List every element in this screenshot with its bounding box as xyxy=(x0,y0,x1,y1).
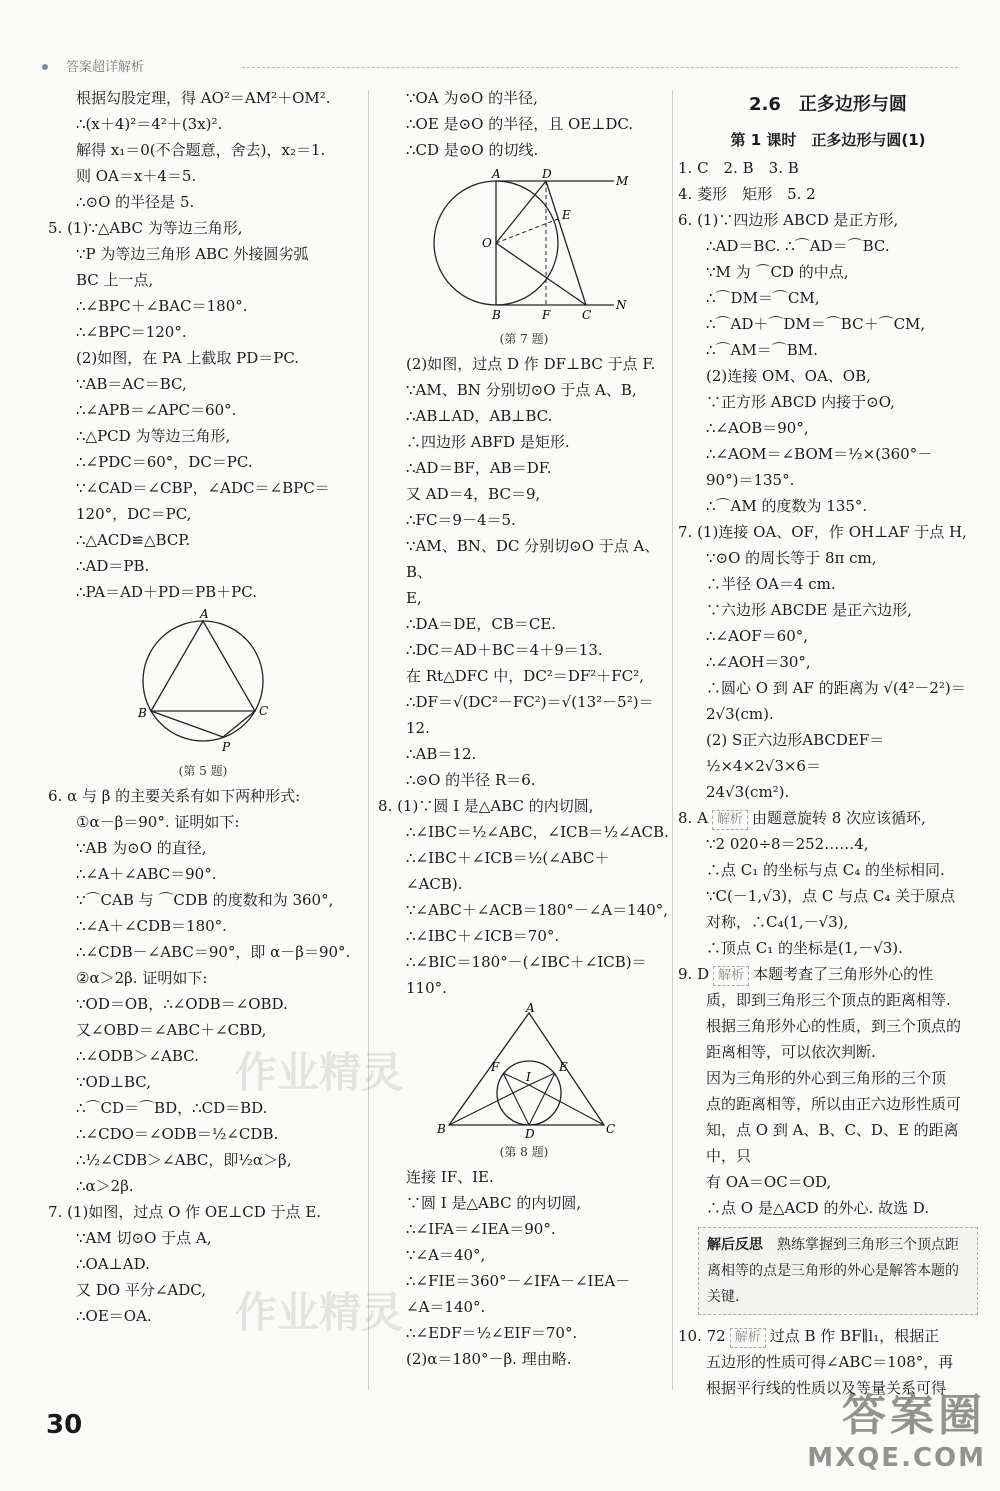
text-line: (2)α＝180°－β. 理由略. xyxy=(406,1350,572,1368)
text-line: 8. (1)∵圆 I 是△ABC 的内切圆, xyxy=(378,797,594,815)
text-line: 在 Rt△DFC 中，DC²＝DF²＋FC², xyxy=(406,667,644,685)
text-line: ∠ACB). xyxy=(406,875,463,893)
text-line: ∴DF＝√(DC²－FC²)＝√(13²－5²)＝12. xyxy=(406,693,654,737)
text-line: ∵∠ABC＋∠ACB＝180°－∠A＝140°, xyxy=(406,901,669,919)
text-line: E, xyxy=(406,589,422,607)
page-header xyxy=(42,56,958,78)
fig7-label-c: C xyxy=(582,308,592,322)
text-line: ∵⌒CAB 与 ⌒CDB 的度数和为 360°, xyxy=(76,891,334,909)
bullet-icon xyxy=(42,64,48,70)
text-line: ∴∠IFA＝∠IEA＝90°. xyxy=(406,1220,556,1238)
text-line: ∴△ACD≌△BCP. xyxy=(76,531,191,549)
text-line: ∴PA＝AD＋PD＝PB＋PC. xyxy=(76,583,257,601)
text-line: ∴⌒AM 的度数为 135°. xyxy=(706,497,868,515)
text-line: ∴圆心 O 到 AF 的距离为 √(4²－2²)＝ xyxy=(706,679,966,697)
text-line: 又 DO 平分∠ADC, xyxy=(76,1281,206,1299)
text-line: ∴AD＝BF，AB＝DF. xyxy=(406,459,552,477)
figure-7 xyxy=(378,167,670,347)
text-line: ∴DA＝DE，CB＝CE. xyxy=(406,615,557,633)
text-line: ∴α＞2β. xyxy=(76,1177,134,1195)
text-line: ∴DC＝AD＋BC＝4＋9＝13. xyxy=(406,641,603,659)
text-line: (2)如图，在 PA 上截取 PD＝PC. xyxy=(76,349,300,367)
text-line: 根据勾股定理，得 AO²＝AM²＋OM². xyxy=(76,89,331,107)
figure-8-caption: (第 8 题) xyxy=(499,1145,549,1159)
text-line: 知，点 O 到 A、B、C、D、E 的距离中，只 xyxy=(706,1121,959,1165)
fig7-label-m: M xyxy=(616,174,629,188)
text-line: ∵六边形 ABCDE 是正六边形, xyxy=(706,601,912,619)
text-line: ∴CD 是⊙O 的切线. xyxy=(406,141,539,159)
text-line: ∴∠FIE＝360°－∠IFA－∠IEA－ xyxy=(406,1272,631,1290)
text-line: ∵M 为 ⌒CD 的中点, xyxy=(706,263,849,281)
reflection-text: 熟练掌握到三角形三个顶点距离相等的点是三角形的外心是解答本题的关键. xyxy=(707,1237,959,1305)
text-line: ①α－β＝90°. 证明如下: xyxy=(76,813,240,831)
q10-answer: 10. 72 xyxy=(678,1327,726,1345)
text-line: 有 OA＝OC＝OD, xyxy=(706,1173,832,1191)
text-line: ∴FC＝9－4＝5. xyxy=(406,511,516,529)
text-line: ∵∠CAD＝∠CBP，∠ADC＝∠BPC＝ xyxy=(76,479,330,497)
fig8-label-d: D xyxy=(525,1127,535,1141)
fig8-label-e: E xyxy=(559,1060,568,1074)
text-line: ∠A＝140°. xyxy=(406,1298,486,1316)
fig8-label-i: I xyxy=(526,1070,531,1084)
fig7-label-b: B xyxy=(492,308,501,322)
figure-5 xyxy=(48,609,358,779)
text-line: ∴∠AOF＝60°, xyxy=(706,627,809,645)
text-line: ∴AB⊥AD，AB⊥BC. xyxy=(406,407,553,425)
text-line: ∴∠BPC＝120°. xyxy=(76,323,187,341)
text-line: ②α＞2β. 证明如下: xyxy=(76,969,208,987)
fig8-label-f: F xyxy=(491,1060,500,1074)
q8-analysis-tag: 解析 xyxy=(712,810,748,830)
text-line: 则 OA＝x＋4＝5. xyxy=(76,167,197,185)
text-line: ∴AD＝PB. xyxy=(76,557,150,575)
figure-5-caption: (第 5 题) xyxy=(178,764,228,778)
fig5-label-b: B xyxy=(138,706,147,720)
text-line: ∴∠PDC＝60°，DC＝PC. xyxy=(76,453,253,471)
fig8-label-b: B xyxy=(437,1122,446,1136)
text-line: ∴∠AOB＝90°, xyxy=(706,419,809,437)
text-line: ∴∠AOH＝30°, xyxy=(706,653,811,671)
q8-text: 由题意旋转 8 次应该循环, xyxy=(751,809,926,827)
text-line: 又∠OBD＝∠ABC＋∠CBD, xyxy=(76,1021,267,1039)
text-line: ∴∠A＋∠ABC＝90°. xyxy=(76,865,217,883)
text-line: ∴⊙O 的半径 R＝6. xyxy=(406,771,536,789)
column-3 xyxy=(678,85,978,1401)
corner-logo-main: 答案圈 xyxy=(842,1390,986,1441)
text-line: ∵AM、BN、DC 分别切⊙O 于点 A、B、 xyxy=(406,537,660,581)
figure-7-diagram xyxy=(424,167,629,327)
text-line: ∴四边形 ABFD 是矩形. xyxy=(406,433,570,451)
text-line: (2) S正六边形ABCDEF＝½×4×2√3×6＝ xyxy=(706,731,885,775)
fig7-label-o: O xyxy=(482,236,492,250)
column-1 xyxy=(48,85,358,1329)
text-line: 5. (1)∵△ABC 为等边三角形, xyxy=(48,219,243,237)
text-line: 连接 IF、IE. xyxy=(406,1168,494,1186)
text-line: ∵OA 为⊙O 的半径, xyxy=(406,89,538,107)
text-line: 6. (1)∵四边形 ABCD 是正方形, xyxy=(678,211,899,229)
q9-analysis-tag: 解析 xyxy=(713,966,749,986)
lesson-title: 第 1 课时 正多边形与圆(1) xyxy=(730,131,926,149)
text-line: 因为三角形的外心到三角形的三个顶 xyxy=(706,1069,947,1087)
text-line: ∴∠IBC＝½∠ABC，∠ICB＝½∠ACB. xyxy=(406,823,669,841)
text-line: ∴∠AOM＝∠BOM＝½×(360°－ xyxy=(706,445,933,463)
fig5-label-a: A xyxy=(200,607,209,621)
figure-8-diagram xyxy=(434,1001,616,1141)
header-title: 答案超详解析 xyxy=(66,60,145,75)
q9-text: 本题考查了三角形外心的性 xyxy=(753,965,934,983)
text-line: ∴顶点 C₁ 的坐标是(1,－√3). xyxy=(706,939,903,957)
text-line: ∵P 为等边三角形 ABC 外接圆劣弧 xyxy=(76,245,309,263)
page-number: 30 xyxy=(46,1410,83,1440)
fig5-label-c: C xyxy=(259,704,269,718)
text-line: 110°. xyxy=(406,979,447,997)
fig7-label-a: A xyxy=(492,167,501,181)
text-line: ∵⊙O 的周长等于 8π cm, xyxy=(706,549,877,567)
reflection-label: 解后反思 xyxy=(707,1237,763,1253)
fig7-label-f: F xyxy=(542,308,551,322)
text-line: ∴∠BPC＋∠BAC＝180°. xyxy=(76,297,248,315)
text-line: ∴半径 OA＝4 cm. xyxy=(706,575,836,593)
text-line: ∴∠ODB＞∠ABC. xyxy=(76,1047,199,1065)
text-line: 对称，∴C₄(1,－√3), xyxy=(706,913,849,931)
corner-logo xyxy=(807,1379,986,1473)
text-line: 2√3(cm). xyxy=(706,705,774,723)
text-line: 6. α 与 β 的主要关系有如下两种形式: xyxy=(48,787,301,805)
text-line: ∵OD＝OB，∴∠ODB＝∠OBD. xyxy=(76,995,288,1013)
q9-answer: 9. D xyxy=(678,965,710,983)
text-line: ∴⌒AD＋⌒DM＝⌒BC＋⌒CM, xyxy=(706,315,926,333)
header-rule xyxy=(242,67,958,68)
text-line: 7. (1)如图，过点 O 作 OE⊥CD 于点 E. xyxy=(48,1203,322,1221)
text-line: (2)连接 OM、OA、OB, xyxy=(706,367,871,385)
text-line: 解得 x₁＝0(不合题意，舍去)，x₂＝1. xyxy=(76,141,326,159)
text-line: ∵C(－1,√3)，点 C 与点 C₄ 关于原点 xyxy=(706,887,956,905)
text-line: ∵AB 为⊙O 的直径, xyxy=(76,839,207,857)
text-line: ∴OA⊥AD. xyxy=(76,1255,150,1273)
answer-q8 xyxy=(678,805,978,831)
text-line: ∴⌒AM＝⌒BM. xyxy=(706,341,818,359)
figure-5-diagram xyxy=(128,609,278,759)
text-line: 24√3(cm²). xyxy=(706,783,790,801)
text-line: ∴∠IBC＋∠ICB＝½(∠ABC＋ xyxy=(406,849,610,867)
text-line: 120°，DC＝PC, xyxy=(76,505,192,523)
text-line: BC 上一点, xyxy=(76,271,154,289)
answer-q9 xyxy=(678,961,978,987)
q8-answer: 8. A xyxy=(678,809,708,827)
figure-8 xyxy=(378,1001,670,1160)
fig8-label-c: C xyxy=(606,1122,616,1136)
text-line: ∴∠EDF＝½∠EIF＝70°. xyxy=(406,1324,578,1342)
fig5-label-p: P xyxy=(222,740,231,754)
text-line: ∴OE＝OA. xyxy=(76,1307,152,1325)
text-line: 又 AD＝4，BC＝9, xyxy=(406,485,541,503)
text-line: 距离相等，可以依次判断. xyxy=(706,1043,876,1061)
text-line: 根据平行线的性质以及等量关系可得 xyxy=(706,1379,947,1397)
reflection-box xyxy=(698,1227,978,1315)
q10-analysis-tag: 解析 xyxy=(730,1328,766,1348)
text-line: ∵圆 I 是△ABC 的内切圆, xyxy=(406,1194,582,1212)
text-line: ∴OE 是⊙O 的半径，且 OE⊥DC. xyxy=(406,115,634,133)
column-divider xyxy=(672,90,673,1390)
column-2 xyxy=(378,85,670,1372)
column-divider xyxy=(368,90,369,1390)
text-line: ∵正方形 ABCD 内接于⊙O, xyxy=(706,393,895,411)
text-line: 90°)＝135°. xyxy=(706,471,795,489)
text-line: ∴∠CDB－∠ABC＝90°，即 α－β＝90°. xyxy=(76,943,351,961)
text-line: ∴(x＋4)²＝4²＋(3x)². xyxy=(76,115,223,133)
section-title: 2.6 正多边形与圆 xyxy=(749,94,907,115)
text-line: ∴⊙O 的半径是 5. xyxy=(76,193,195,211)
watermark: 作业精灵 xyxy=(235,1048,404,1097)
fig7-label-d: D xyxy=(542,167,552,181)
text-line: ∴点 O 是△ACD 的外心. 故选 D. xyxy=(706,1199,930,1217)
text-line: ∵AM 切⊙O 于点 A, xyxy=(76,1229,212,1247)
text-line: ∴∠A＋∠CDB＝180°. xyxy=(76,917,227,935)
text-line: ∴∠CDO＝∠ODB＝½∠CDB. xyxy=(76,1125,279,1143)
text-line: 根据三角形外心的性质，到三个顶点的 xyxy=(706,1017,962,1035)
watermark: 作业精灵 xyxy=(235,1288,404,1337)
text-line: ∴∠BIC＝180°－(∠IBC＋∠ICB)＝ xyxy=(406,953,647,971)
fig8-label-a: A xyxy=(526,1001,535,1015)
text-line: 7. (1)连接 OA、OF，作 OH⊥AF 于点 H, xyxy=(678,523,967,541)
text-line: ∵AM、BN 分别切⊙O 于点 A、B, xyxy=(406,381,637,399)
text-line: ∴⌒DM＝⌒CM, xyxy=(706,289,820,307)
text-line: ∴点 C₁ 的坐标与点 C₄ 的坐标相同. xyxy=(706,861,945,879)
text-line: ∴△PCD 为等边三角形, xyxy=(76,427,231,445)
text-line: ∴½∠CDB＞∠ABC，即½α＞β, xyxy=(76,1151,292,1169)
text-line: ∴AB＝12. xyxy=(406,745,477,763)
text-line: ∴AD＝BC. ∴⌒AD＝⌒BC. xyxy=(706,237,890,255)
text-line: ∵AB＝AC＝BC, xyxy=(76,375,187,393)
text-line: 点的距离相等，所以由正六边形性质可 xyxy=(706,1095,962,1113)
q10-text: 过点 B 作 BF∥l₁，根据正 xyxy=(769,1327,940,1345)
text-line: ∴⌒CD＝⌒BD，∴CD＝BD. xyxy=(76,1099,268,1117)
text-line: ∵OD⊥BC, xyxy=(76,1073,151,1091)
text-line: ∴∠IBC＋∠ICB＝70°. xyxy=(406,927,560,945)
fig7-label-e: E xyxy=(562,208,571,222)
text-line: 4. 菱形 矩形 5. 2 xyxy=(678,185,816,203)
figure-7-caption: (第 7 题) xyxy=(499,332,549,346)
corner-logo-sub: MXQE.COM xyxy=(807,1443,986,1473)
text-line: 五边形的性质可得∠ABC＝108°，再 xyxy=(706,1353,954,1371)
answer-q10 xyxy=(678,1323,978,1349)
text-line: (2)如图，过点 D 作 DF⊥BC 于点 F. xyxy=(406,355,656,373)
text-line: ∵∠A＝40°, xyxy=(406,1246,486,1264)
text-line: ∴∠APB＝∠APC＝60°. xyxy=(76,401,237,419)
text-line: 质，即到三角形三个顶点的距离相等. xyxy=(706,991,951,1009)
text-line: 1. C 2. B 3. B xyxy=(678,159,799,177)
text-line: ∵2 020÷8＝252……4, xyxy=(706,835,869,853)
fig7-label-n: N xyxy=(616,298,627,312)
